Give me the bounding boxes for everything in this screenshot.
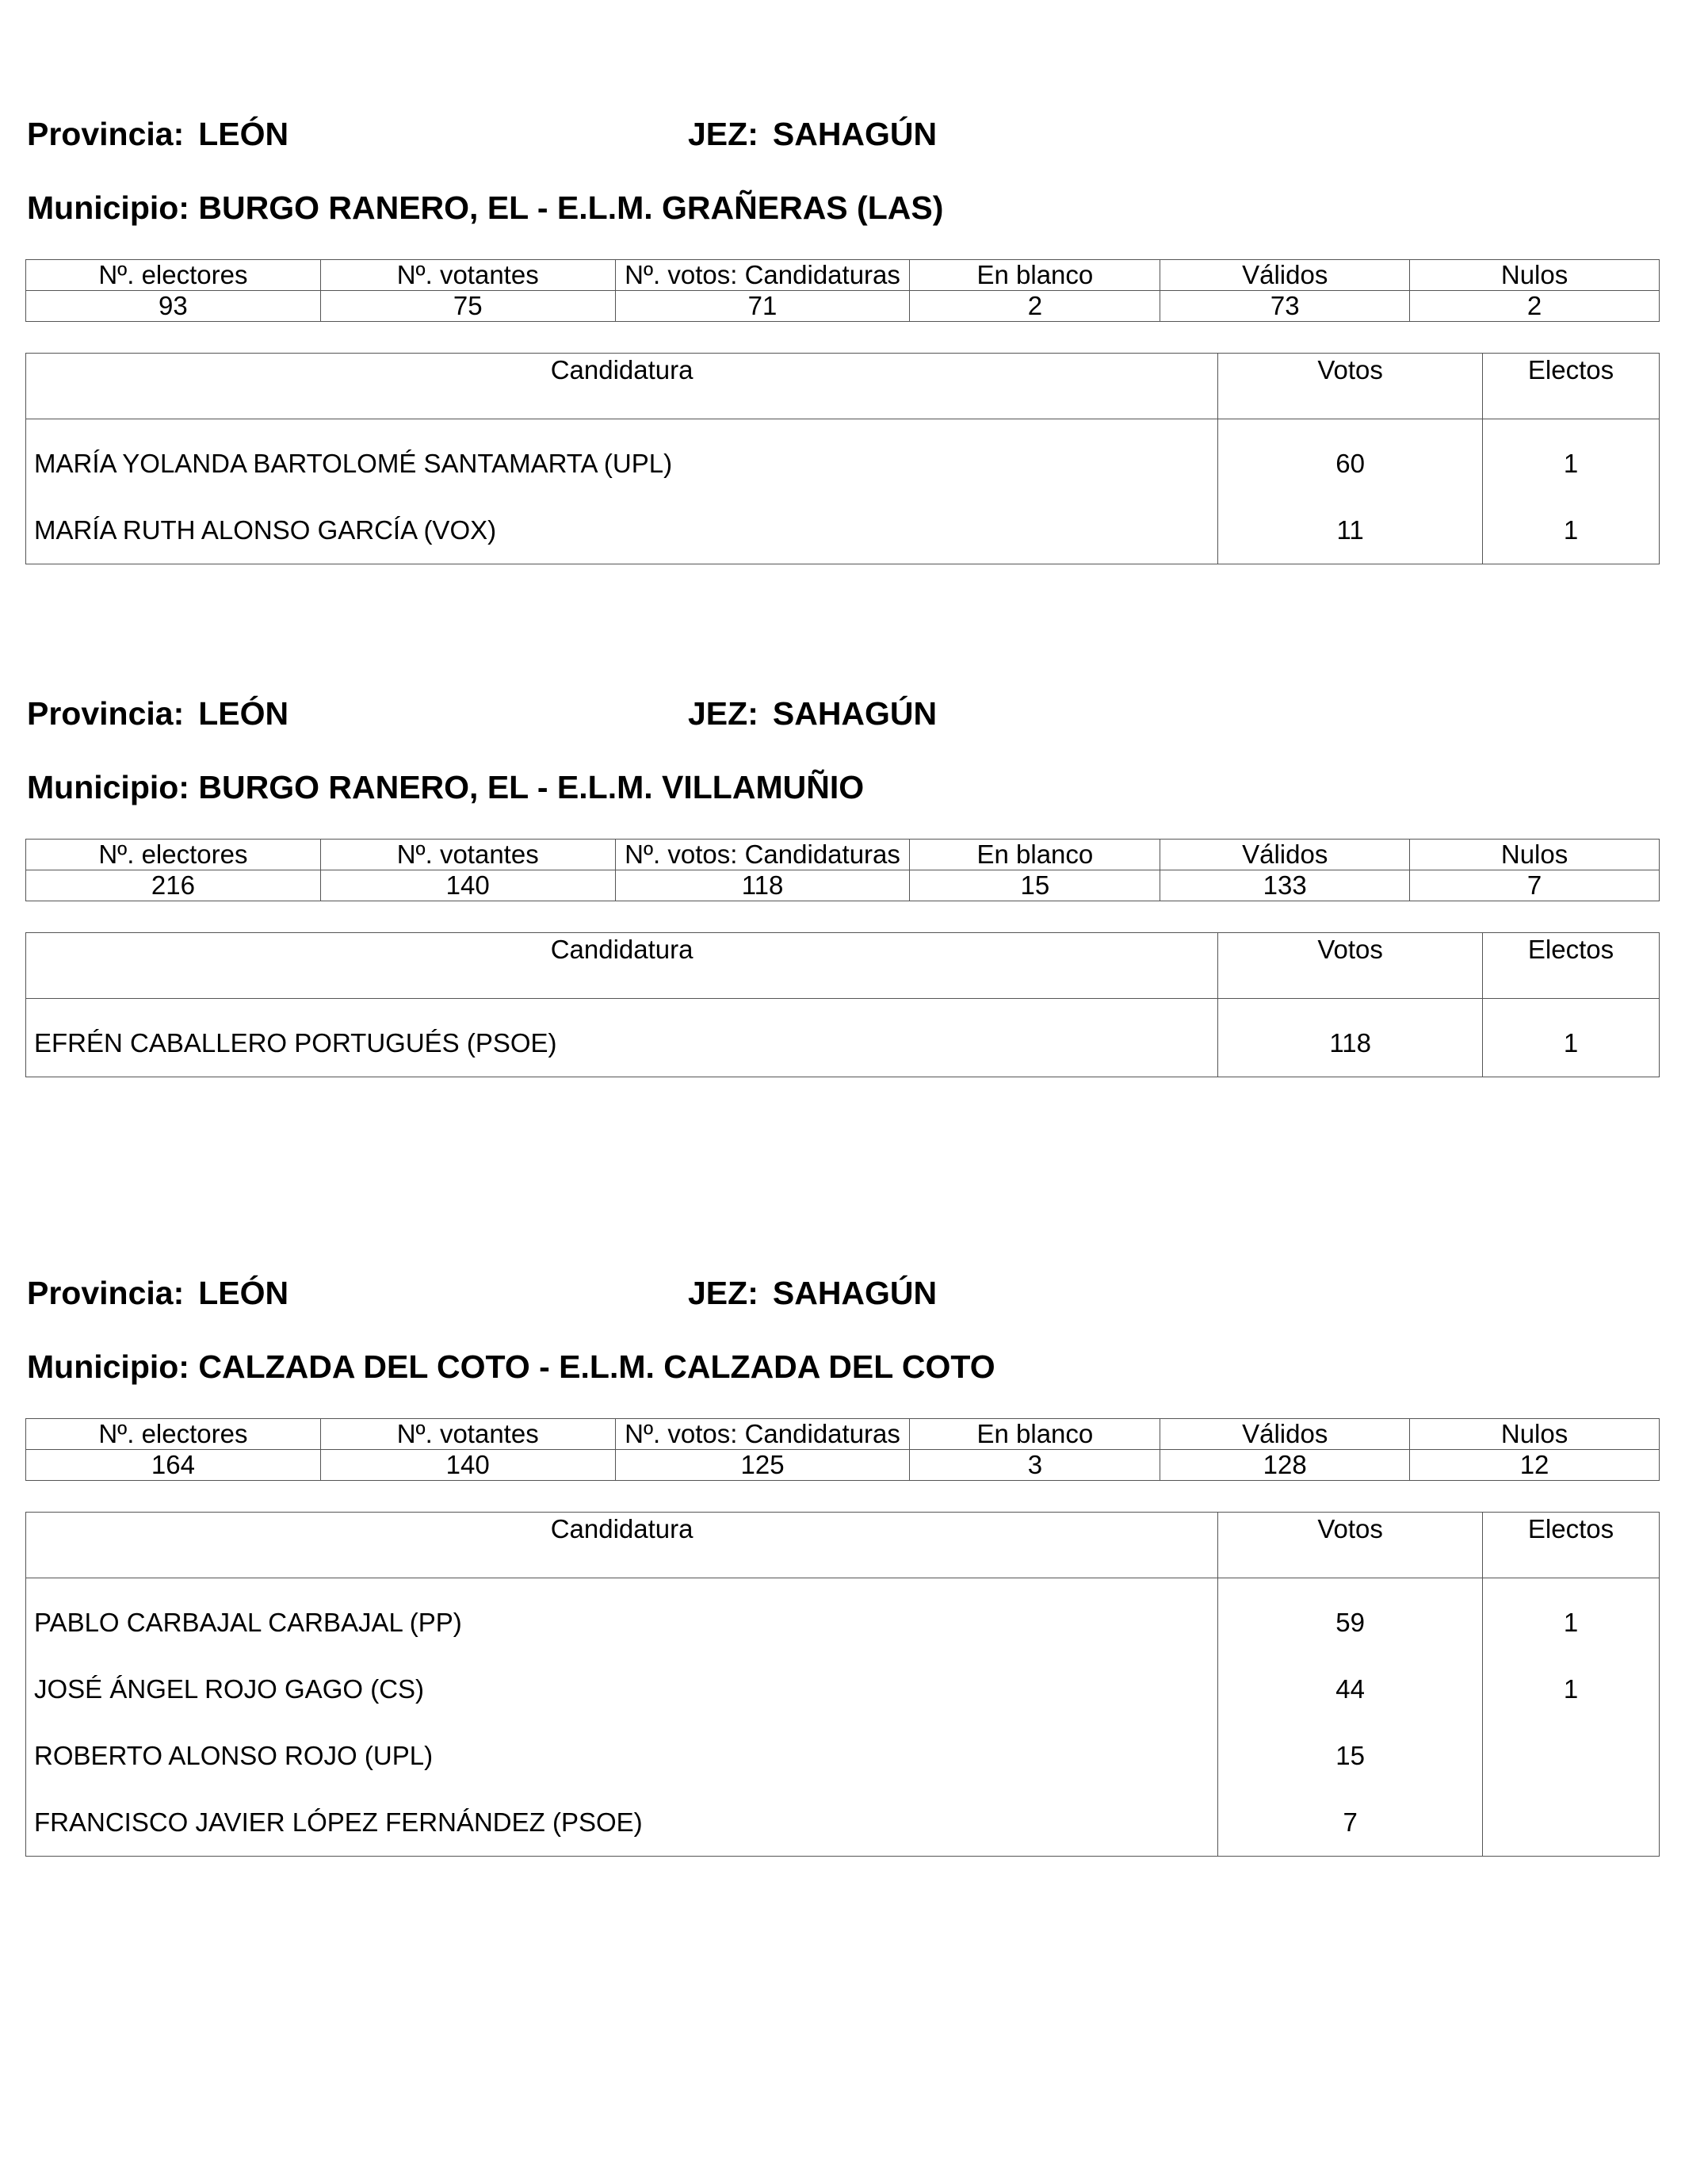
stats-label-en-blanco: En blanco (910, 1419, 1160, 1450)
stats-value-row (26, 870, 1660, 901)
jez-heading (688, 116, 937, 152)
jez-value: SAHAGÚN (772, 695, 938, 732)
stats-value-row (26, 291, 1660, 322)
candidate-row (26, 1723, 1660, 1789)
stats-value-votos-candidaturas: 125 (615, 1450, 910, 1481)
stats-value-en-blanco: 2 (910, 291, 1160, 322)
jez-heading (688, 695, 937, 732)
electos-header: Electos (1483, 933, 1660, 999)
provincia-heading (27, 116, 288, 152)
municipio-heading (27, 189, 943, 226)
candidates-table (25, 932, 1660, 1077)
stats-label-validos: Válidos (1160, 260, 1410, 291)
stats-value-validos: 128 (1160, 1450, 1410, 1481)
municipio-value: BURGO RANERO, EL - E.L.M. VILLAMUÑIO (198, 769, 865, 805)
stats-label-nulos: Nulos (1410, 260, 1660, 291)
jez-value: SAHAGÚN (772, 116, 938, 152)
stats-value-nulos: 2 (1410, 291, 1660, 322)
votos-header: Votos (1218, 354, 1483, 419)
candidate-votos: 59 (1218, 1578, 1483, 1657)
candidate-votos: 15 (1218, 1723, 1483, 1789)
candidate-electos: 1 (1483, 1578, 1660, 1657)
stats-value-votantes: 140 (320, 870, 615, 901)
candidate-name: ROBERTO ALONSO ROJO (UPL) (26, 1723, 1218, 1789)
stats-header-row (26, 260, 1660, 291)
candidate-electos (1483, 1789, 1660, 1857)
municipio-value: CALZADA DEL COTO - E.L.M. CALZADA DEL COTO (198, 1348, 995, 1385)
jez-heading (688, 1275, 937, 1311)
municipio-heading (27, 769, 864, 805)
candidatura-header: Candidatura (26, 354, 1218, 419)
provincia-heading (27, 1275, 288, 1311)
stats-value-validos: 73 (1160, 291, 1410, 322)
candidates-header-row (26, 933, 1660, 999)
stats-header-row (26, 840, 1660, 870)
stats-label-votantes: Nº. votantes (320, 260, 615, 291)
stats-value-validos: 133 (1160, 870, 1410, 901)
stats-label-en-blanco: En blanco (910, 260, 1160, 291)
stats-value-electores: 164 (26, 1450, 321, 1481)
candidate-name: MARÍA RUTH ALONSO GARCÍA (VOX) (26, 497, 1218, 564)
municipio-label: Municipio: (27, 1348, 189, 1385)
stats-label-electores: Nº. electores (26, 260, 321, 291)
candidate-row (26, 1578, 1660, 1657)
candidate-votos: 11 (1218, 497, 1483, 564)
provincia-heading (27, 695, 288, 732)
candidate-name: JOSÉ ÁNGEL ROJO GAGO (CS) (26, 1656, 1218, 1723)
candidate-electos: 1 (1483, 419, 1660, 498)
municipio-label: Municipio: (27, 189, 189, 226)
jez-label: JEZ: (688, 695, 758, 732)
candidate-row (26, 497, 1660, 564)
stats-label-nulos: Nulos (1410, 1419, 1660, 1450)
stats-value-en-blanco: 3 (910, 1450, 1160, 1481)
jez-value: SAHAGÚN (772, 1275, 938, 1311)
candidatura-header: Candidatura (26, 1513, 1218, 1578)
votos-header: Votos (1218, 1513, 1483, 1578)
stats-label-votos-candidaturas: Nº. votos: Candidaturas (615, 840, 910, 870)
candidate-name: FRANCISCO JAVIER LÓPEZ FERNÁNDEZ (PSOE) (26, 1789, 1218, 1857)
stats-table (25, 259, 1660, 322)
candidate-name: EFRÉN CABALLERO PORTUGUÉS (PSOE) (26, 999, 1218, 1077)
stats-value-row (26, 1450, 1660, 1481)
candidatura-header: Candidatura (26, 933, 1218, 999)
stats-label-nulos: Nulos (1410, 840, 1660, 870)
candidate-name: MARÍA YOLANDA BARTOLOMÉ SANTAMARTA (UPL) (26, 419, 1218, 498)
stats-label-electores: Nº. electores (26, 840, 321, 870)
stats-value-en-blanco: 15 (910, 870, 1160, 901)
provincia-label: Provincia: (27, 116, 185, 152)
candidate-row (26, 419, 1660, 498)
candidates-table (25, 353, 1660, 564)
stats-header-row (26, 1419, 1660, 1450)
municipio-label: Municipio: (27, 769, 189, 805)
votos-header: Votos (1218, 933, 1483, 999)
stats-table (25, 839, 1660, 901)
stats-label-en-blanco: En blanco (910, 840, 1160, 870)
stats-value-votos-candidaturas: 118 (615, 870, 910, 901)
provincia-label: Provincia: (27, 1275, 185, 1311)
candidate-row (26, 1789, 1660, 1857)
provincia-value: LEÓN (198, 695, 289, 732)
stats-label-votos-candidaturas: Nº. votos: Candidaturas (615, 260, 910, 291)
electos-header: Electos (1483, 354, 1660, 419)
stats-value-votantes: 140 (320, 1450, 615, 1481)
provincia-value: LEÓN (198, 116, 289, 152)
stats-table (25, 1418, 1660, 1481)
candidate-electos: 1 (1483, 999, 1660, 1077)
stats-value-electores: 216 (26, 870, 321, 901)
candidate-votos: 44 (1218, 1656, 1483, 1723)
candidate-votos: 60 (1218, 419, 1483, 498)
provincia-value: LEÓN (198, 1275, 289, 1311)
stats-label-votantes: Nº. votantes (320, 1419, 615, 1450)
stats-value-nulos: 12 (1410, 1450, 1660, 1481)
stats-value-votos-candidaturas: 71 (615, 291, 910, 322)
candidate-row (26, 999, 1660, 1077)
candidate-electos (1483, 1723, 1660, 1789)
candidates-header-row (26, 1513, 1660, 1578)
municipio-heading (27, 1348, 995, 1385)
candidate-votos: 7 (1218, 1789, 1483, 1857)
stats-label-votantes: Nº. votantes (320, 840, 615, 870)
stats-label-electores: Nº. electores (26, 1419, 321, 1450)
stats-label-votos-candidaturas: Nº. votos: Candidaturas (615, 1419, 910, 1450)
candidate-electos: 1 (1483, 1656, 1660, 1723)
jez-label: JEZ: (688, 116, 758, 152)
candidates-table (25, 1512, 1660, 1857)
candidate-votos: 118 (1218, 999, 1483, 1077)
stats-value-nulos: 7 (1410, 870, 1660, 901)
candidate-name: PABLO CARBAJAL CARBAJAL (PP) (26, 1578, 1218, 1657)
stats-value-votantes: 75 (320, 291, 615, 322)
provincia-label: Provincia: (27, 695, 185, 732)
electos-header: Electos (1483, 1513, 1660, 1578)
stats-value-electores: 93 (26, 291, 321, 322)
municipio-value: BURGO RANERO, EL - E.L.M. GRAÑERAS (LAS) (198, 189, 944, 226)
stats-label-validos: Válidos (1160, 840, 1410, 870)
stats-label-validos: Válidos (1160, 1419, 1410, 1450)
candidate-electos: 1 (1483, 497, 1660, 564)
candidates-header-row (26, 354, 1660, 419)
jez-label: JEZ: (688, 1275, 758, 1311)
candidate-row (26, 1656, 1660, 1723)
